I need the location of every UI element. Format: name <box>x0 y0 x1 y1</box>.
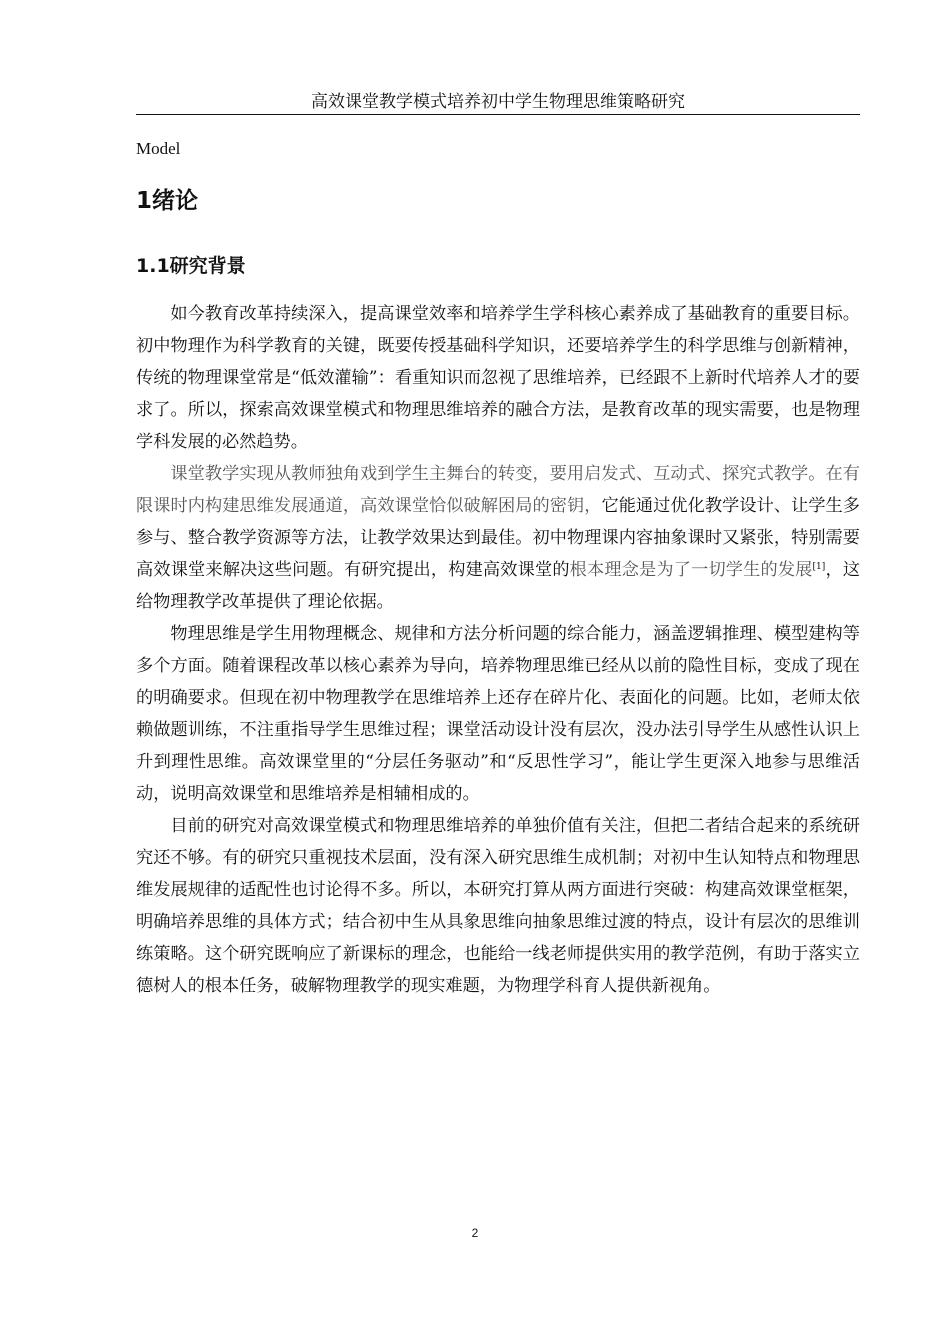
chapter-title: 1绪论 <box>136 188 199 214</box>
paragraph-2-part-c: 它能通过优化教学设计、让学生多参与、整合教学资源等方法，让教学效果达到最佳。初中物理课内容抽象课时又紧张，特别需要高效课堂来解决这些问题。有研究提出，构建高效课堂的 <box>136 496 860 580</box>
paragraph-2-part-b: 在有限课时内构建思维发展通道，高效课堂恰似破解困局的密钥， <box>136 464 860 516</box>
citation-ref: [1] <box>812 562 826 572</box>
paragraph-3: 物理思维是学生用物理概念、规律和方法分析问题的综合能力，涵盖逻辑推理、模型建构等多个方面。随着课程改革以核心素养为导向，培养物理思维已经从以前的隐性目标，变成了现在的明确要求。但现在初中物理教学在思维培养上还存在碎片化、表面化的问题。比如，老师太依赖做题训练，不注重指导学生思维过程；课堂活动设计没有层次，没办法引导学生从感性认识上升到理性思维。高效课堂里的“分层任务驱动”和“反思性学习”，能让学生更深入地参与思维活动，说明高效课堂和思维培养是相辅相成的。 <box>136 624 860 804</box>
paragraph-2-part-e: ，这给物理教学改革提供了理论依据。 <box>136 560 860 612</box>
body-text <box>136 298 860 1002</box>
page-number: 2 <box>471 1226 479 1240</box>
paragraph-4: 目前的研究对高效课堂模式和物理思维培养的单独价值有关注，但把二者结合起来的系统研究还不够。有的研究只重视技术层面，没有深入研究思维生成机制；对初中生认知特点和物理思维发展规律的适配性也讨论得不多。所以，本研究打算从两方面进行突破：构建高效课堂框架，明确培养思维的具体方式；结合初中生从具象思维向抽象思维过渡的特点，设计有层次的思维训练策略。这个研究既响应了新课标的理念，也能给一线老师提供实用的教学范例，有助于落实立德树人的根本任务，破解物理教学的现实难题，为物理学科育人提供新视角。 <box>136 816 860 996</box>
model-label: Model <box>136 139 181 158</box>
paragraph-2-part-d: 根本理念是为了一切学生的发展 <box>569 560 813 580</box>
paragraph-2-part-a: 课堂教学实现从教师独角戏到学生主舞台的转变，要用启发式、互动式、探究式教学。 <box>170 464 826 484</box>
paragraph-1: 如今教育改革持续深入，提高课堂效率和培养学生学科核心素养成了基础教育的重要目标。初中物理作为科学教育的关键，既要传授基础科学知识，还要培养学生的科学思维与创新精神，传统的物理课堂常是“低效灌输”：看重知识而忽视了思维培养，已经跟不上新时代培养人才的要求了。所以，探索高效课堂模式和物理思维培养的融合方法，是教育改革的现实需要，也是物理学科发展的必然趋势。 <box>136 304 860 452</box>
paragraph-2 <box>136 458 860 618</box>
section-title: 1.1研究背景 <box>136 255 246 277</box>
running-header: 高效课堂教学模式培养初中学生物理思维策略研究 <box>136 90 860 115</box>
